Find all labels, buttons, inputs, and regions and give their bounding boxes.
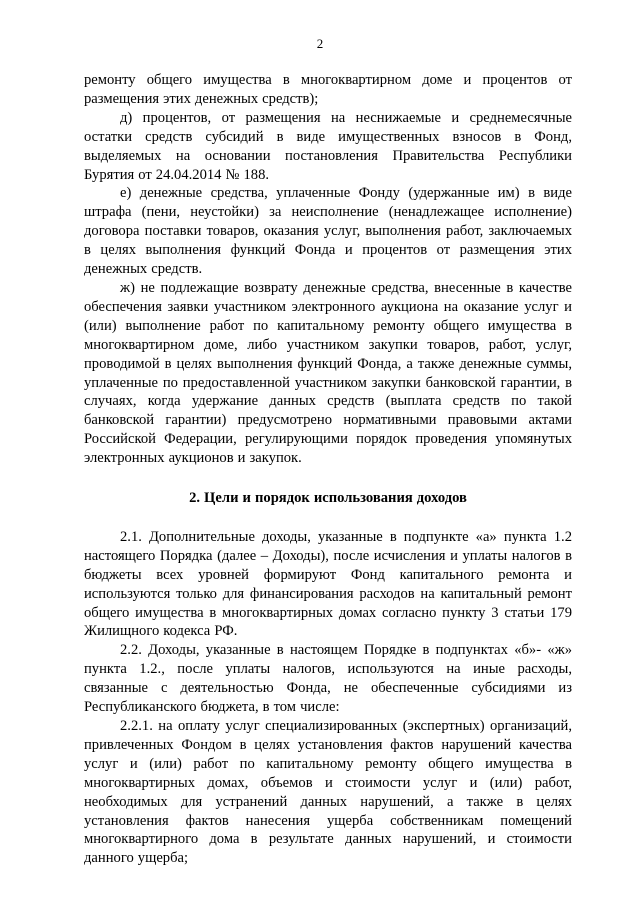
paragraph-2-2: 2.2. Доходы, указанные в настоящем Порядке в подпунктах «б»- «ж» пункта 1.2., после уплаты налогов, используются на иные расходы, связанные с деятельностью Фонда, не обеспеченные субсидиями из Республиканского бюджета, в том числе: bbox=[84, 642, 572, 716]
paragraph-2-2-1: 2.2.1. на оплату услуг специализированных (экспертных) организаций, привлеченных Фондом в целях установления фактов нарушений качества услуг и (или) работ по капитальному ремонту общего имущества в многоквартирных домах, объемов и стоимости услуг и (или) работ, необходимых для устранений данных нарушений, а также в целях установления фактов нанесения ущерба собственникам помещений многоквартирного дома в результате данных нарушений, и стоимости данного ущерба; bbox=[84, 718, 572, 867]
paragraph-item-zh: ж) не подлежащие возврату денежные средства, внесенные в качестве обеспечения заявки участником электронного аукциона на оказание услуг и (или) выполнение работ по капитальному ремонту общего имущества в многоквартирном доме, либо участником закупки товаров, работ, услуг, проводимой в целях выполнения функций Фонда, а также денежные суммы, уплаченные по предоставленной участником закупки банковской гарантии, в случаях, когда удержание данных средств (выплата средств по такой банковской гарантии) предусмотрено нормативными правовыми актами Российской Федерации, регулирующими порядок проведения упомянутых электронных аукционов и закупок. bbox=[84, 279, 572, 467]
paragraph-continuation: ремонту общего имущества в многоквартирном доме и процентов от размещения этих денежных средств); bbox=[84, 72, 572, 107]
section-heading: 2. Цели и порядок использования доходов bbox=[189, 490, 467, 507]
paragraph-item-d: д) процентов, от размещения на неснижаемые и среднемесячные остатки средств субсидий в виде имущественных взносов в Фонд, выделяемых на основании постановления Правительства Республики Бурятия от 24.04.2014 № 188. bbox=[84, 109, 572, 183]
paragraph-item-e: е) денежные средства, уплаченные Фонду (удержанные им) в виде штрафа (пени, неустойки) за неисполнение (ненадлежащее исполнение) договора поставки товаров, оказания услуг, выполнения работ, заключаемых в целях выполнения функций Фонда и процентов от размещения этих денежных средств. bbox=[84, 185, 572, 278]
paragraph-2-1: 2.1. Дополнительные доходы, указанные в подпункте «а» пункта 1.2 настоящего Порядка (далее – Доходы), после исчисления и уплаты налогов в бюджеты всех уровней формируют Фонд капитального ремонта и используются только для финансирования расходов на капитальный ремонт общего имущества в многоквартирных домах согласно пункту 3 статьи 179 Жилищного кодекса РФ. bbox=[84, 528, 572, 640]
page-number: 2 bbox=[316, 36, 324, 51]
document-body bbox=[84, 71, 572, 868]
